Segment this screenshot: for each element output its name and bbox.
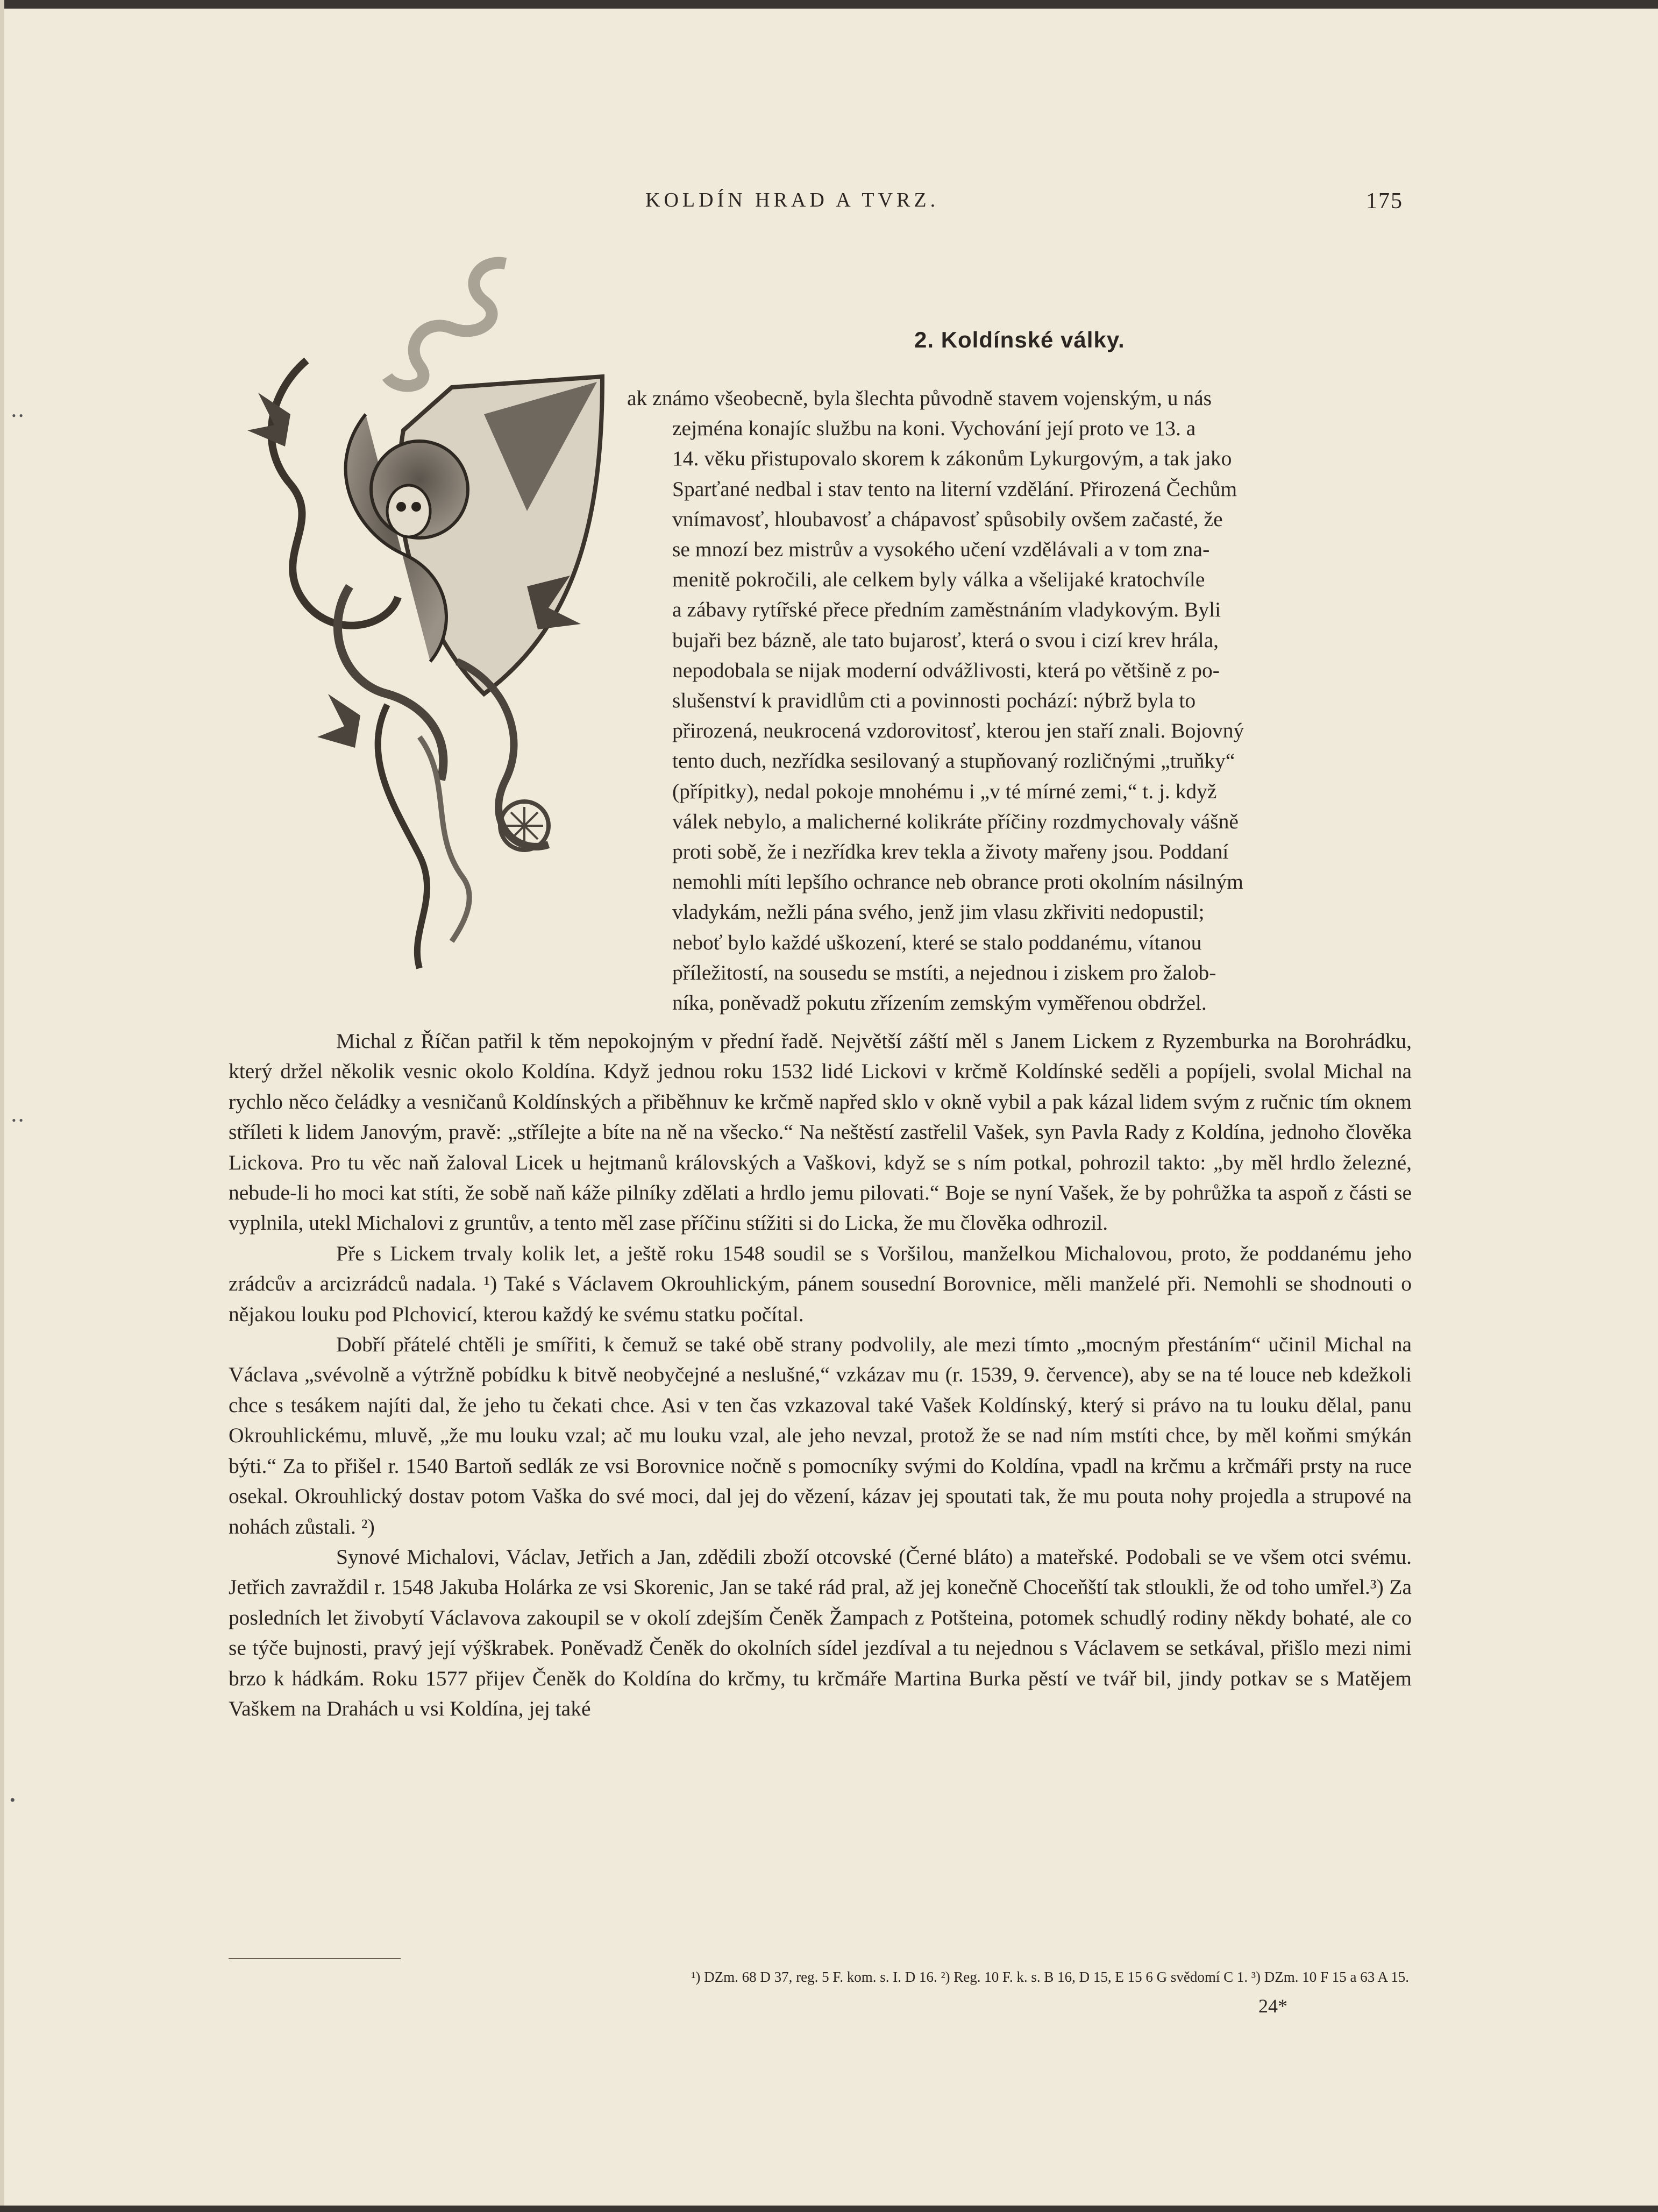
footnote-rule: [229, 1958, 401, 1959]
intro-line: vnímavosť, hloubavosť a chápavosť spůsobily ovšem začasté, že: [672, 507, 1223, 531]
scan-bottom-edge: [0, 2206, 1658, 2212]
intro-line: bujaři bez bázně, ale tato bujarosť, která o svou i cizí krev hrála,: [672, 628, 1219, 652]
margin-mark: • •: [12, 409, 23, 422]
paragraph: Synové Michalovi, Václav, Jetřich a Jan, zdědili zboží otcovské (Černé bláto) a mateřské. Podobali se ve všem otci svému. Jetřich zavraždil r. 1548 Jakuba Holárka ze vsi Skorenic, Jan se také rád pral, až jej konečně Choceňští tak stloukli, že od toho umřel.³) Za posledních let živobytí Václavova zakoupil se v okolí zdejším Čeněk Žampach z Potšteina, potomek schudlý rodiny někdy bohaté, ale co se týče bujnosti, pravý její výškrabek. Poněvadž Čeněk do okolních sídel jezdíval a tu nejednou s Václavem se setkával, přišlo mezi nimi brzo k hádkám. Roku 1577 přijev Čeněk do Koldína do krčmy, tu krčmáře Martina Burka pěstí ve tvář bil, jindy potkav se s Matějem Vaškem na Drahách u vsi Koldína, jej také: [229, 1544, 1412, 1720]
margin-mark: •: [10, 1791, 16, 1809]
ornamental-initial-icon: [226, 253, 661, 984]
intro-line: nemohli míti lepšího ochrance neb obrance proti okolním násilným: [672, 870, 1243, 894]
intro-line: zejména konajíc službu na koni. Vychování její proto ve 13. a: [672, 416, 1196, 441]
intro-line: a zábavy rytířské přece předním zaměstnáním vladykovým. Byli: [672, 598, 1221, 622]
footnote: ¹) DZm. 68 D 37, reg. 5 F. kom. s. I. D 16. ²) Reg. 10 F. k. s. B 16, D 15, E 15 6 G svědomí C 1. ³) DZm. 10 F 15 a 63 A 15.: [691, 1969, 1409, 1985]
intro-line: 14. věku přistupovalo skorem k zákonům Lykurgovým, a tak jako: [672, 446, 1232, 471]
intro-line: slušenství k pravidlům cti a povinnosti pochází: nýbrž byla to: [672, 689, 1196, 713]
scan-left-edge: [0, 0, 4, 2212]
intro-line: příležitostí, na sousedu se mstíti, a nejednou i ziskem pro žalob-: [672, 960, 1216, 984]
intro-line: ak známo všeobecně, byla šlechta původně stavem vojenským, u nás: [627, 386, 1212, 410]
body-text: [229, 1026, 1412, 1724]
margin-mark: • •: [12, 1114, 23, 1127]
page-number: 175: [1366, 189, 1403, 214]
intro-line: se mnozí bez mistrův a vysokého učení vzdělávali a v tom zna-: [672, 537, 1210, 562]
intro-line: tento duch, nezřídka sesilovaný a stupňovaný rozličnými „truňky“: [672, 749, 1235, 773]
paragraph: Pře s Lickem trvaly kolik let, a ještě roku 1548 soudil se s Voršilou, manželkou Michalovou, proto, že poddanému jeho zrádcův a arcizrádců nadala. ¹) Také s Václavem Okrouhlickým, pánem sousední Borovnice, měli manželé při. Nemohli se shodnouti o nějakou louku pod Plchovicí, kterou každý ke svému statku počítal.: [229, 1241, 1412, 1326]
intro-line: Sparťané nedbal i stav tento na literní vzdělání. Přirozená Čechům: [672, 477, 1237, 501]
intro-line: válek nebylo, a malicherné kolikráte příčiny rozdmychovaly vášně: [672, 809, 1239, 833]
scan-top-edge: [0, 0, 1658, 9]
intro-line: (přípitky), nedal pokoje mnohému i „v té mírné zemi,“ t. j. když: [672, 779, 1217, 803]
signature-mark: 24*: [1258, 1995, 1287, 2017]
intro-line: proti sobě, že i nezřídka krev tekla a životy mařeny jsou. Poddaní: [672, 840, 1229, 864]
intro-line: menitě pokročili, ale celkem byly válka a všelijaké kratochvíle: [672, 568, 1205, 592]
intro-line: níka, poněvadž pokutu zřízením zemským vyměřenou obdržel.: [672, 991, 1207, 1015]
intro-line: nepodobala se nijak moderní odvážlivosti, která po většině z po-: [672, 658, 1220, 682]
section-title: 2. Koldínské války.: [914, 327, 1125, 352]
intro-line: vladykám, nežli pána svého, jenž jim vlasu zkřiviti nedopustil;: [672, 900, 1205, 924]
paragraph: Michal z Říčan patřil k těm nepokojným v přední řadě. Největší záští měl s Janem Lickem z Ryzemburka na Borohrádku, který držel několik vesnic okolo Koldína. Když jednou roku 1532 lidé Lickovi v krčmě Koldínské seděli a popíjeli, svolal Michal na rychlo něco čeládky a vesničanů Koldínských a přiběhnuv ke krčmě napřed sklo v okně vybil a pak kázal lidem svým z ručnic tím oknem stříleti k lidem Janovým, pravě: „střílejte a bíte na ně na všecko.“ Na neštěstí zastřelil Vašek, syn Pavla Rady z Koldína, jednoho člověka Lickova. Pro tu věc naň žaloval Licek u hejtmanů královských a Vaškovi, když se s ním potkal, pohrozil takto: „by měl hrdlo železné, nebude-li ho moci kat stíti, že sobě naň káže pilníky zdělati a hrdlo jemu pilovati.“ Boje se nyní Vašek, že by pohrůžka ta aspoň z části se vyplnila, utekl Michalovi z gruntův, a tento měl zase příčinu stížiti si do Licka, že mu člověka odhrozil.: [229, 1029, 1412, 1235]
intro-line: přirozená, neukrocená vzdorovitosť, kterou jen staří znali. Bojovný: [672, 719, 1244, 743]
running-head: KOLDÍN HRAD A TVRZ.: [645, 189, 940, 211]
paragraph: Dobří přátelé chtěli je smířiti, k čemuž se také obě strany podvolily, ale mezi tímto „mocným přestáním“ učinil Michal na Václava „svévolně a výtržně pobídku k bitvě neobyčejné a neslušné,“ vzkázav mu (r. 1539, 9. července), aby se na té louce neb kdežkoli chce s tesákem najíti dal, že jeho tu čekati chce. Asi v ten čas vzkazoval také Vašek Koldínský, který si právo na tu louku dělal, panu Okrouhlickému, mluvě, „že mu louku vzal; ač mu louku vzal, ale jeho nevzal, protož že se nad ním mstíti chce, by měl koňmi smýkán býti.“ Za to přišel r. 1540 Bartoň sedlák ze vsi Borovnice nočně s pomocníky svými do Koldína, vpadl na krčmu a krčmáři prsty na ruce osekal. Okrouhlický dostav potom Vaška do své moci, dal jej do vězení, kázav jej spoutati tak, že mu pouta nohy projedla a strupové na nohách zůstali. ²): [229, 1332, 1412, 1539]
intro-line: neboť bylo každé uškození, které se stalo poddanému, vítanou: [672, 930, 1202, 954]
intro-paragraph: [629, 383, 1404, 1018]
